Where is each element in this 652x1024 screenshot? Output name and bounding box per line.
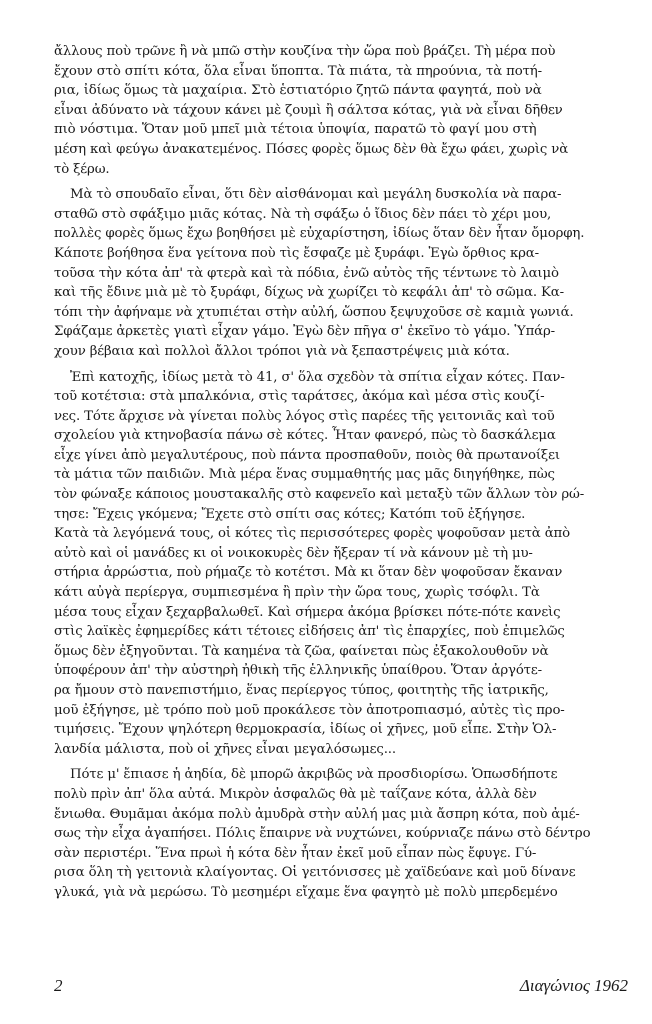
- text-line: σχολείου γιὰ κτηνοβασία πάνω σὲ κότες. Ἦταν φανερό, πὼς τὸ δασκάλεμα: [54, 428, 556, 444]
- text-line: χουν βέβαια καὶ πολλοὶ ἄλλοι τρόποι γιὰ νὰ ξεπαστρέψεις μιὰ κότα.: [54, 343, 510, 359]
- text-line: τὸ ξέρω.: [54, 161, 110, 177]
- text-line: τιμήσεις. Ἔχουν ψηλότερη θερμοκρασία, ἰδίως οἱ χῆνες, μοῦ εἶπε. Στὴν Ὁλ-: [54, 722, 557, 738]
- page-number: 2: [54, 976, 63, 995]
- text-line: Πότε μ' ἔπιασε ἡ ἀηδία, δὲ μπορῶ ἀκριβῶς νὰ προσδιορίσω. Ὁπωσδήποτε: [70, 767, 558, 783]
- text-line: καὶ τῆς ἔδινε μιὰ μὲ τὸ ξυράφι, δίχως νὰ χωρίζει τὸ κεφάλι ἀπ' τὸ σῶμα. Κα-: [54, 285, 564, 301]
- text-line: ὅμως δὲν ἐξηγοῦνται. Τὰ καημένα τὰ ζῶα, φαίνεται πὼς ἐξακολουθοῦν νὰ: [54, 643, 549, 659]
- text-line: στήρια ἀρρώστια, ποὺ ρήμαζε τὸ κοτέτσι. Μὰ κι ὅταν δὲν ψοφοῦσαν ἔκαναν: [54, 565, 563, 581]
- text-line: τοῦ κοτέτσια: στὰ μπαλκόνια, στὶς ταράτσες, ἀκόμα καὶ μέσα στὶς κουζί-: [54, 389, 545, 405]
- text-line: τοῦσα τὴν κότα ἀπ' τὰ φτερὰ καὶ τὰ πόδια, ἐνῶ αὐτὸς τῆς τέντωνε τὸ λαιμὸ: [54, 265, 559, 281]
- page-footer: [54, 976, 628, 996]
- paragraph: [54, 185, 628, 361]
- text-line: ρια, ἰδίως ὅμως τὰ μαχαίρια. Στὸ ἑστιατόριο ζητῶ πάντα φαγητά, ποὺ νὰ: [54, 83, 542, 99]
- paragraph: [54, 368, 628, 760]
- text-line: Μὰ τὸ σπουδαῖο εἶναι, ὅτι δὲν αἰσθάνομαι καὶ μεγάλη δυσκολία νὰ παρα-: [70, 187, 562, 203]
- text-line: ὑποφέρουν ἀπ' τὴν αὐστηρὴ ἠθικὴ τῆς ἑλληνικῆς ὑπαίθρου. Ὅταν ἀργότε-: [54, 663, 542, 679]
- journal-issue: Διαγώνιος 1962: [519, 976, 628, 995]
- text-line: γλυκά, γιὰ νὰ μερώσω. Τὸ μεσημέρι εἴχαμε ἕνα φαγητὸ μὲ πολὺ μπερδεμένο: [54, 884, 558, 900]
- paragraph: [54, 765, 628, 902]
- paragraph: [54, 42, 628, 179]
- text-line: Ἐπὶ κατοχῆς, ἰδίως μετὰ τὸ 41, σ' ὅλα σχεδὸν τὰ σπίτια εἶχαν κότες. Παν-: [70, 369, 565, 385]
- text-line: ἔχουν στὸ σπίτι κότα, ὅλα εἶναι ὕποπτα. Τὰ πιάτα, τὰ πηρούνια, τὰ ποτή-: [54, 63, 542, 79]
- text-line: σταθῶ στὸ σφάξιμο μιᾶς κότας. Νὰ τὴ σφάξω ὁ ἴδιος δὲν πάει τὸ χέρι μου,: [54, 206, 552, 222]
- text-line: ἔνιωθα. Θυμᾶμαι ἀκόμα πολὺ ἀμυδρὰ στὴν αὐλή μας μιὰ ἄσπρη κότα, ποὺ ἀμέ-: [54, 806, 580, 822]
- text-line: λανδία μάλιστα, ποὺ οἱ χῆνες εἶναι μεγαλόσωμες...: [54, 741, 396, 757]
- text-line: νες. Τότε ἄρχισε νὰ γίνεται πολὺς λόγος στὶς παρέες τῆς γειτονιᾶς καὶ τοῦ: [54, 408, 555, 424]
- text-line: τησε: Ἔχεις γκόμενα; Ἔχετε στὸ σπίτι σας κότες; Κατόπι τοῦ ἐξήγησε.: [54, 506, 526, 522]
- text-line: ἄλλους ποὺ τρῶνε ἢ νὰ μπῶ στὴν κουζίνα τὴν ὥρα ποὺ βράζει. Τὴ μέρα ποὺ: [54, 44, 556, 59]
- text-line: Κάποτε βοήθησα ἕνα γείτονα ποὺ τὶς ἔσφαζε μὲ ξυράφι. Ἐγὼ ὄρθιος κρα-: [54, 245, 539, 261]
- text-line: Σφάζαμε ἀρκετὲς γιατὶ εἶχαν γάμο. Ἐγὼ δὲν πῆγα σ' ἐκεῖνο τὸ γάμο. Ὑπάρ-: [54, 324, 556, 340]
- text-line: ρα ἤμουν στὸ πανεπιστήμιο, ἕνας περίεργος τύπος, φοιτητὴς τῆς ἰατρικῆς,: [54, 683, 549, 698]
- text-line: πολὺ πρὶν ἀπ' ὅλα αὐτά. Μικρὸν ἀσφαλῶς θὰ μὲ ταΐζανε κότα, ἀλλὰ δὲν: [54, 786, 537, 802]
- text-line: εἶναι ἀδύνατο νὰ τάχουν κάνει μὲ ζουμὶ ἢ σάλτσα κότας, γιὰ νὰ εἶναι δῆθεν: [54, 102, 563, 118]
- text-line: κάτι αὐγὰ περίεργα, συμπιεσμένα ἢ πρὶν τὴν ὥρα τους, χωρὶς τσόφλι. Τὰ: [54, 585, 540, 601]
- text-line: τόπι τὴν ἀφήναμε νὰ χτυπιέται στὴν αὐλή, ὥσπου ξεψυχοῦσε σὲ καμιὰ γωνιά.: [54, 304, 574, 320]
- text-line: πιὸ νόστιμα. Ὅταν μοῦ μπεῖ μιὰ τέτοια ὑποψία, παρατῶ τὸ φαγί μου στὴ: [54, 122, 537, 138]
- text-line: Κατὰ τὰ λεγόμενά τους, οἱ κότες τὶς περισσότερες φορὲς ψοφοῦσαν μετὰ ἀπὸ: [54, 526, 570, 542]
- text-line: σὰν περιστέρι. Ἕνα πρωὶ ἡ κότα δὲν ἦταν ἐκεῖ μοῦ εἶπαν πὼς ἔφυγε. Γύ-: [54, 845, 537, 861]
- text-line: στὶς λαϊκὲς ἐφημερίδες κάτι τέτοιες εἰδήσεις ἀπ' τὶς ἐπαρχίες, ποὺ ἐπιμελῶς: [54, 624, 565, 640]
- text-line: πολλὲς φορὲς ὅμως ἔχω βοηθήσει μὲ εὐχαρίστηση, ἰδίως ὅταν δὲν ἦταν ὄμορφη.: [54, 226, 585, 242]
- page-text: [54, 42, 628, 909]
- text-line: εἶχε γίνει ἀπὸ μεγαλυτέρους, ποὺ πάντα προσπαθοῦν, ποιὸς θὰ πρωτανοίξει: [54, 447, 560, 463]
- text-line: ρισα ὅλη τὴ γειτονιὰ κλαίγοντας. Οἱ γειτόνισσες μὲ χαϊδεύανε καὶ μοῦ δίνανε: [54, 865, 576, 881]
- text-line: μέση καὶ φεύγω ἀνακατεμένος. Πόσες φορὲς ὅμως δὲν θὰ ἔχω φάει, χωρὶς νὰ: [54, 141, 569, 157]
- text-line: τὰ μάτια τῶν παιδιῶν. Μιὰ μέρα ἕνας συμμαθητής μας μᾶς διηγήθηκε, πὼς: [54, 467, 555, 483]
- text-line: μοῦ ἐξήγησε, μὲ τρόπο ποὺ μοῦ προκάλεσε τὸν ἀποτροπιασμό, αὐτὲς τὶς προ-: [54, 702, 565, 718]
- text-line: αὐτὸ καὶ οἱ μανάδες κι οἱ νοικοκυρὲς δὲν ἤξεραν τί νὰ κάνουν μὲ τὴ μυ-: [54, 545, 533, 561]
- text-line: σως τὴν εἶχα ἀγαπήσει. Πόλις ἔπαιρνε νὰ νυχτώνει, κούρνιαζε πάνω στὸ δέντρο: [54, 826, 591, 842]
- text-line: τὸν φώναξε κάποιος μουσταкαλῆς στὸ καφενεῖο καὶ μεταξὺ τῶν ἄλλων τὸν ρώ-: [54, 487, 585, 503]
- text-line: μέσα τους εἶχαν ξεχαρβαλωθεῖ. Καὶ σήμερα ἀκόμα βρίσκει πότε-πότε κανεὶς: [54, 604, 561, 620]
